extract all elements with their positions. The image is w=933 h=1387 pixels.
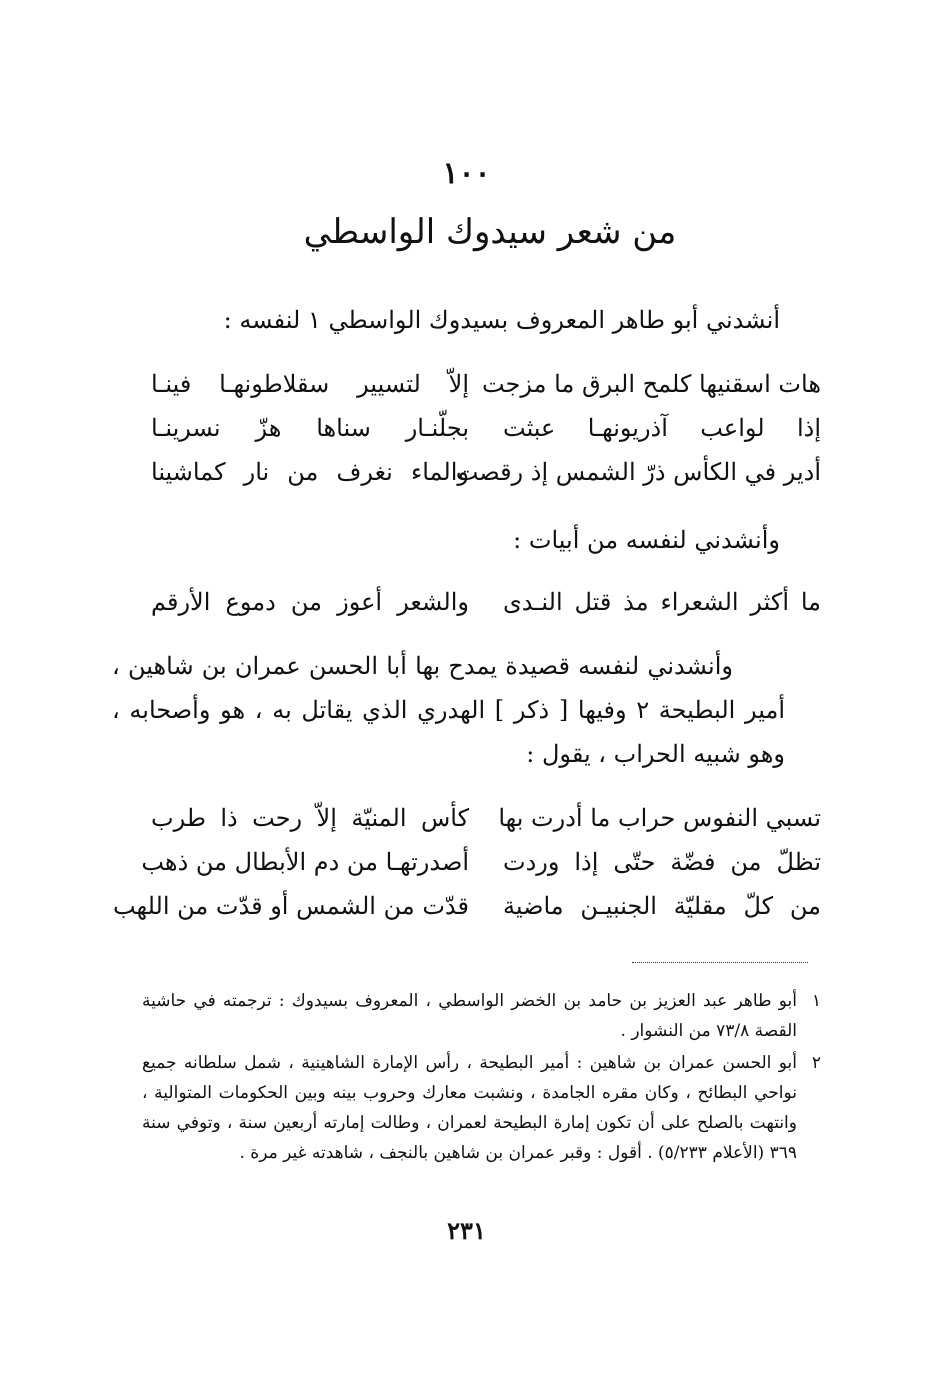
verse-second-hemistich: كأس المنيّة إلاّ رحت ذا طرب: [151, 804, 469, 832]
verse-first-hemistich: من كلّ مقليّة الجنبيـن ماضية: [503, 892, 821, 920]
intro-paragraph-1: أنشدني أبو طاهر المعروف بسيدوك الواسطي ١ لنفسه :: [223, 306, 780, 334]
verse-second-hemistich: إلاّ لتسيير سقلاطونهـا فينـا: [151, 370, 469, 398]
verse-second-hemistich: بجلّنـار سناها هزّ نسرينـا: [151, 414, 469, 442]
section-title: من شعر سيدوك الواسطي: [303, 212, 677, 252]
verse-first-hemistich: ما أكثر الشعراء مذ قتل النـدى: [503, 588, 821, 616]
page-number: ٢٣١: [447, 1216, 486, 1245]
footnote-number: ٢: [811, 1053, 821, 1073]
verse-line: [112, 884, 821, 928]
verse-first-hemistich: تسبي النفوس حراب ما أدرت بها: [498, 804, 821, 832]
footnote-text: أبو الحسن عمران بن شاهين : أمير البطيحة ، رأس الإمارة الشاهينية ، شمل سلطانه جميع نواحي البطائح ، وكان مقره الجامدة ، ونشبت معارك وحروب بينه وبين الحكومات المتوالية ، وانتهت بالصلح على أن تكون إمارة البطيحة لعمران ، وطالت إمارته أربعين سنة ، وتوفي سنة ٣٦٩ (الأعلام ٥/٢٣٣) . أقول : وقبر عمران بن شاهين بالنجف ، شاهدته غير مرة .: [142, 1053, 797, 1163]
verse-second-hemistich: قدّت من الشمس أو قدّت من اللهب: [112, 892, 469, 920]
intro-paragraph-3: وأنشدني لنفسه قصيدة يمدح بها أبا الحسن عمران بن شاهين ، أمير البطيحة ٢ وفيها [ ذكر ] الهدري الذي يقاتل به ، هو وأصحابه ، وهو شبيه الحراب ، يقول :: [112, 652, 785, 768]
verse-line: [151, 406, 821, 450]
verse-block-1: [151, 362, 821, 494]
verse-second-hemistich: أصدرتهـا من دم الأبطال من ذهب: [141, 848, 469, 876]
verse-first-hemistich: أدير في الكأس ذرّ الشمس إذ رقصت: [455, 458, 821, 486]
verse-line: [141, 840, 821, 884]
footnote: [142, 986, 821, 1046]
verse-line: [151, 580, 821, 624]
verse-line: [151, 362, 821, 406]
verse-block-3: [112, 796, 821, 928]
footnote: [142, 1048, 821, 1168]
verse-first-hemistich: هات اسقنيها كلمح البرق ما مزجت: [482, 370, 821, 398]
verse-second-hemistich: والشعر أعوز من دموع الأرقم: [151, 588, 469, 616]
footnote-divider: [632, 962, 808, 963]
verse-first-hemistich: إذا لواعب آذريونهـا عبثت: [503, 414, 821, 442]
verse-line: [151, 450, 821, 494]
footnote-text: أبو طاهر عبد العزيز بن حامد بن الخضر الواسطي ، المعروف بسيدوك : ترجمته في حاشية القصة ٧٣/٨ من النشوار .: [142, 991, 797, 1041]
verse-line: [151, 796, 821, 840]
verse-first-hemistich: تظلّ من فضّة حتّى إذا وردت: [503, 848, 821, 876]
verse-block-2: [151, 580, 821, 624]
footnotes: [142, 986, 821, 1170]
section-number: ١٠٠: [442, 156, 491, 191]
verse-second-hemistich: والماء نغرف من نار كماشينا: [151, 458, 469, 486]
footnote-number: ١: [811, 991, 821, 1011]
intro-paragraph-2: وأنشدني لنفسه من أبيات :: [513, 526, 780, 554]
